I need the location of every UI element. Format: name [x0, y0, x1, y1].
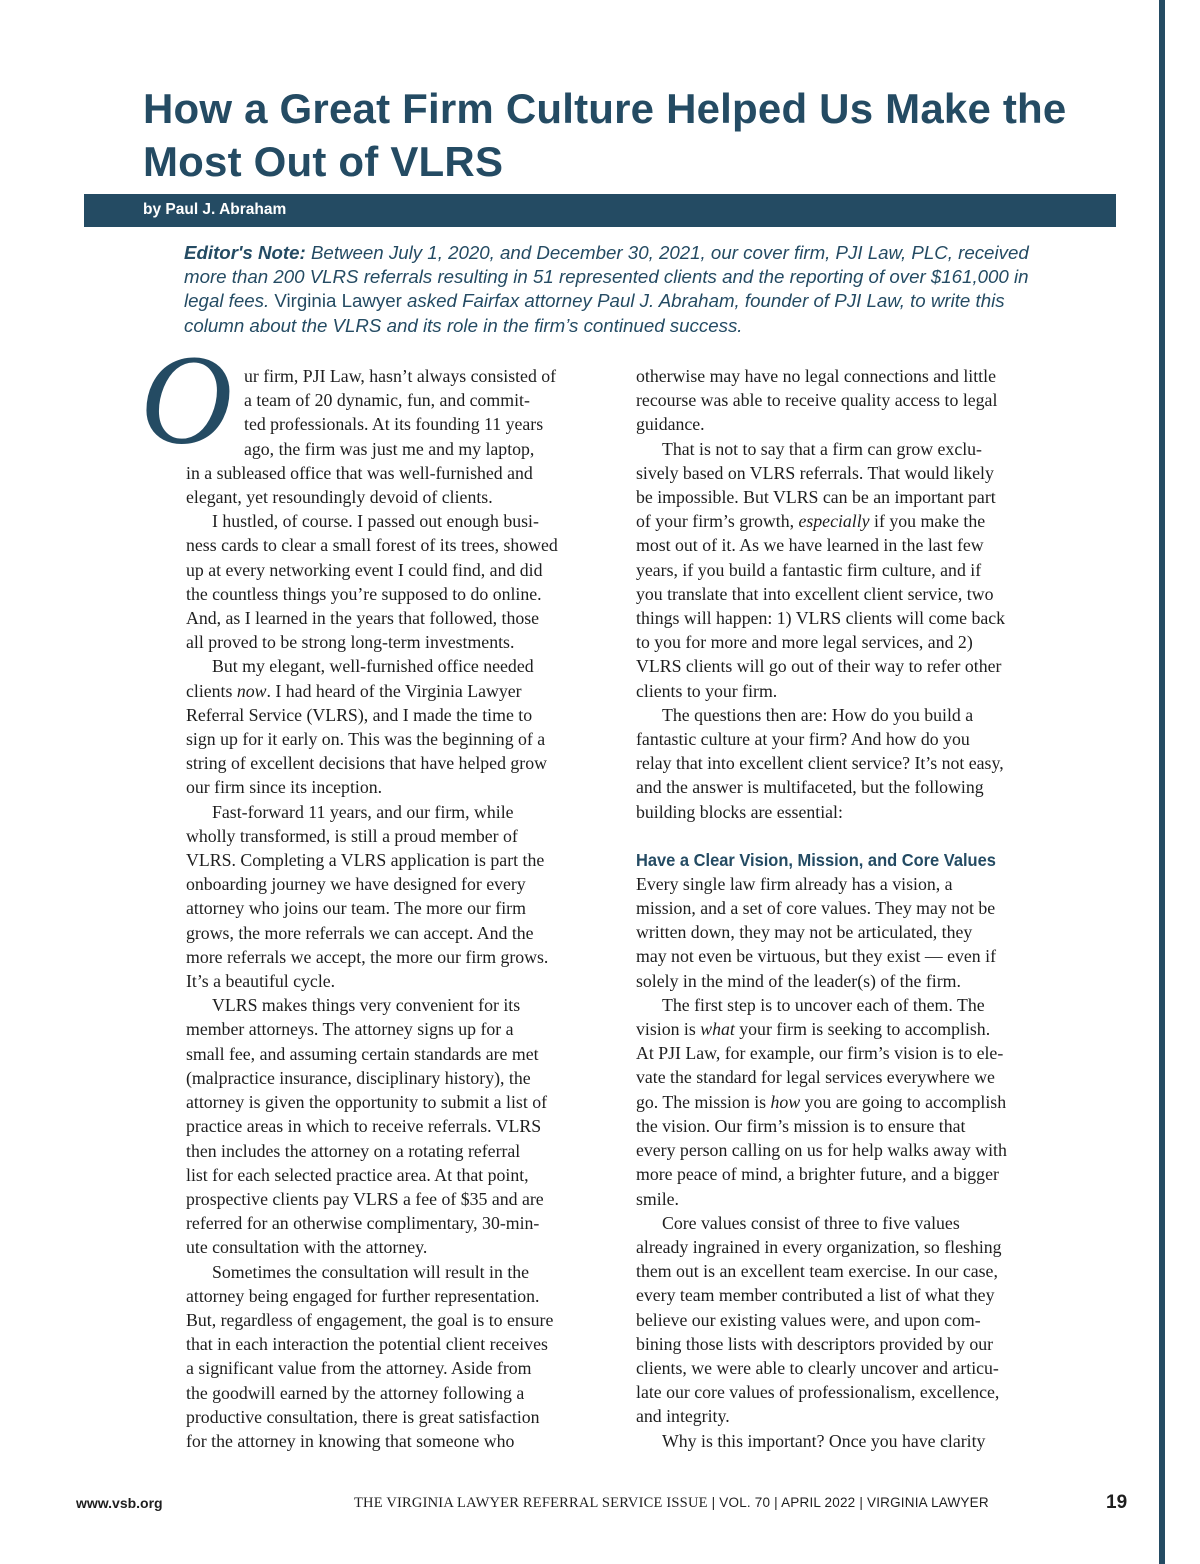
text-line: attorney is given the opportunity to submit a list of — [186, 1092, 548, 1113]
paragraph — [186, 1260, 601, 1284]
paragraph — [636, 993, 1051, 1017]
text-line: smile. — [636, 1188, 679, 1209]
footer-website: www.vsb.org — [76, 1495, 163, 1511]
text-fragment: if you make the — [869, 511, 986, 532]
text-fragment: clients — [186, 680, 237, 701]
text-line: things will happen: 1) VLRS clients will come back — [636, 608, 1006, 629]
text-line: small fee, and assuming certain standards are met — [186, 1043, 539, 1064]
text-line: productive consultation, there is great satisfaction — [186, 1406, 540, 1427]
text-fragment: go. The mission is — [636, 1091, 771, 1112]
text-line: list for each selected practice area. At that point, — [186, 1164, 529, 1185]
paragraph — [636, 1017, 1051, 1211]
paragraph — [636, 461, 1051, 703]
footer-volume: | VOL. 70 | APRIL 2022 | VIRGINIA LAWYER — [707, 1495, 989, 1510]
editors-note-publication: Virginia Lawyer — [274, 290, 402, 312]
text-line: up at every networking event I could find, and did — [186, 559, 543, 580]
text-line: ute consultation with the attorney. — [186, 1237, 428, 1258]
footer-issue-name: THE VIRGINIA LAWYER REFERRAL SERVICE ISSUE — [354, 1495, 708, 1511]
text-line: our firm since its inception. — [186, 777, 383, 798]
text-line: guidance. — [636, 414, 705, 435]
left-column — [186, 364, 601, 1453]
text-line: relay that into excellent client service? It’s not easy, — [636, 753, 1004, 774]
emphasis: especially — [798, 511, 870, 532]
text-line: believe our existing values were, and upon com- — [636, 1309, 981, 1330]
text-line: Fast-forward 11 years, and our firm, while — [212, 801, 514, 822]
text-line: fantastic culture at your firm? And how do you — [636, 729, 970, 750]
emphasis: how — [770, 1091, 801, 1112]
text-line: Why is this important? Once you have clarity — [662, 1430, 986, 1451]
text-line: wholly transformed, is still a proud member of — [186, 825, 518, 846]
text-line: be impossible. But VLRS can be an important part — [636, 487, 996, 508]
text-line: ago, the firm was just me and my laptop, — [244, 438, 535, 459]
text-line: ness cards to clear a small forest of its trees, showed — [186, 535, 558, 556]
text-fragment: you are going to accomplish — [800, 1091, 1007, 1112]
text-line: a team of 20 dynamic, fun, and commit- — [244, 390, 530, 411]
text-line: them out is an excellent team exercise. In our case, — [636, 1261, 998, 1282]
text-line: and the answer is multifaceted, but the following — [636, 777, 984, 798]
section-heading: Have a Clear Vision, Mission, and Core Values — [636, 849, 996, 870]
text-line: and integrity. — [636, 1406, 730, 1427]
text-line: vate the standard for legal services everywhere we — [636, 1067, 995, 1088]
text-line: years, if you build a fantastic firm culture, and if — [636, 559, 982, 580]
text-line: the goodwill earned by the attorney following a — [186, 1382, 525, 1403]
footer-issue — [354, 1495, 989, 1512]
text-line: But my elegant, well-furnished office needed — [212, 656, 534, 677]
right-column — [636, 364, 1051, 1453]
paragraph — [636, 1211, 1051, 1235]
paragraph — [636, 1429, 1051, 1453]
paragraph — [186, 509, 601, 533]
byline-bar — [84, 194, 1116, 227]
text-fragment: your firm is seeking to accomplish. — [734, 1019, 991, 1040]
text-fragment: of your firm’s growth, — [636, 511, 799, 532]
text-line: elegant, yet resoundingly devoid of clients. — [186, 487, 493, 508]
text-line: a significant value from the attorney. Aside from — [186, 1358, 532, 1379]
article-title: How a Great Firm Culture Helped Us Make the Most Out of VLRS — [143, 85, 1067, 185]
text-line: Every single law firm already has a vision, a — [636, 873, 953, 894]
paragraph — [186, 364, 601, 509]
text-line: more peace of mind, a brighter future, and a bigger — [636, 1164, 999, 1185]
paragraph — [186, 1284, 601, 1453]
text-line: building blocks are essential: — [636, 801, 843, 822]
text-line: clients, we were able to clearly uncover and articu- — [636, 1357, 999, 1378]
text-line: you translate that into excellent client service, two — [636, 583, 994, 604]
text-line: But, regardless of engagement, the goal is to ensure — [186, 1309, 554, 1330]
text-line: The questions then are: How do you build a — [662, 704, 974, 725]
paragraph — [186, 993, 601, 1017]
paragraph — [636, 703, 1051, 727]
text-line: (malpractice insurance, disciplinary history), the — [186, 1067, 531, 1088]
text-line: to you for more and more legal services, and 2) — [636, 632, 973, 653]
text-line: written down, they may not be articulated, they — [636, 922, 973, 943]
emphasis: now — [236, 680, 267, 701]
text-line: then includes the attorney on a rotating referral — [186, 1140, 521, 1161]
paragraph — [186, 679, 601, 800]
paragraph — [636, 872, 1051, 993]
text-line: ur firm, PJI Law, hasn’t always consisted of — [244, 366, 557, 386]
text-line: attorney being engaged for further representation. — [186, 1285, 540, 1306]
text-line: recourse was able to receive quality access to legal — [636, 390, 998, 411]
text-line: That is not to say that a firm can grow exclu- — [662, 438, 982, 459]
text-line: practice areas in which to receive referrals. VLRS — [186, 1116, 542, 1137]
text-line: may not even be virtuous, but they exist — even if — [636, 946, 996, 967]
text-line: more referrals we accept, the more our firm grows. — [186, 946, 549, 967]
text-line: every team member contributed a list of what they — [636, 1285, 995, 1306]
paragraph — [186, 800, 601, 824]
editors-note-text-1: Between July 1, 2020, and December 30, 2021, our cover firm, PJI Law, PLC, received more than 200 VLRS referrals resulting in 51 represented clients and the reporting of over $161,000 in legal fees. — [184, 242, 1029, 312]
text-line: onboarding journey we have designed for every — [186, 874, 526, 895]
text-line: prospective clients pay VLRS a fee of $35 and are — [186, 1188, 544, 1209]
editors-note — [184, 241, 1054, 338]
paragraph — [636, 727, 1051, 824]
text-line: the vision. Our firm’s mission is to ensure that — [636, 1115, 966, 1136]
text-line: Sometimes the consultation will result in the — [212, 1261, 530, 1282]
page-edge-rule — [1159, 0, 1165, 1564]
drop-cap: O — [140, 329, 233, 471]
text-line: Referral Service (VLRS), and I made the time to — [186, 704, 533, 725]
paragraph — [636, 437, 1051, 461]
text-line: VLRS clients will go out of their way to refer other — [636, 656, 1002, 677]
paragraph — [186, 533, 601, 654]
text-line: The first step is to uncover each of them. The — [662, 994, 985, 1015]
paragraph — [186, 654, 601, 678]
emphasis: what — [700, 1019, 735, 1040]
text-line: sign up for it early on. This was the beginning of a — [186, 729, 546, 750]
text-line: solely in the mind of the leader(s) of the firm. — [636, 970, 961, 991]
editors-note-lead: Editor's Note: — [184, 242, 306, 263]
text-line: attorney who joins our team. The more our firm — [186, 898, 526, 919]
paragraph — [636, 364, 1051, 437]
text-line: ted professionals. At its founding 11 years — [244, 414, 544, 435]
text-line — [636, 509, 1051, 533]
text-line: late our core values of professionalism, excellence, — [636, 1382, 1000, 1403]
paragraph — [186, 1017, 601, 1259]
text-line: that in each interaction the potential client receives — [186, 1334, 548, 1355]
text-line: in a subleased office that was well-furnished and — [186, 462, 533, 483]
text-line: for the attorney in knowing that someone who — [186, 1430, 515, 1451]
text-line — [636, 1090, 1051, 1114]
text-line: At PJI Law, for example, our firm’s vision is to ele- — [636, 1043, 1004, 1064]
text-line: the countless things you’re supposed to do online. — [186, 583, 542, 604]
text-line: It’s a beautiful cycle. — [186, 971, 336, 992]
text-line: most out of it. As we have learned in the last few — [636, 535, 984, 556]
text-line: sively based on VLRS referrals. That would likely — [636, 462, 994, 483]
text-line: already ingrained in every organization, so fleshing — [636, 1236, 1002, 1257]
text-line: I hustled, of course. I passed out enough busi- — [212, 511, 539, 532]
text-line: string of excellent decisions that have helped grow — [186, 753, 547, 774]
text-line: And, as I learned in the years that followed, those — [186, 608, 540, 629]
text-line: referred for an otherwise complimentary, 30-min- — [186, 1213, 540, 1234]
text-line: VLRS makes things very convenient for its — [212, 995, 521, 1016]
page-number: 19 — [1106, 1492, 1128, 1513]
editors-note-text-2: asked Fairfax attorney Paul J. Abraham, founder of PJI Law, to write this column about the VLRS and its role in the firm’s continued success. — [184, 290, 1005, 336]
paragraph — [186, 824, 601, 993]
text-line: clients to your firm. — [636, 680, 778, 701]
text-line: bining those lists with descriptors provided by our — [636, 1333, 994, 1354]
text-line: otherwise may have no legal connections and little — [636, 366, 996, 386]
paragraph — [636, 1235, 1051, 1429]
text-line: VLRS. Completing a VLRS application is part the — [186, 850, 545, 871]
text-fragment: vision is — [636, 1019, 701, 1040]
text-line: Core values consist of three to five values — [662, 1212, 960, 1233]
text-line: every person calling on us for help walks away with — [636, 1140, 1007, 1161]
text-fragment: . I had heard of the Virginia Lawyer — [266, 680, 522, 701]
text-line: mission, and a set of core values. They may not be — [636, 898, 996, 919]
text-line — [186, 679, 601, 703]
text-line: all proved to be strong long-term investments. — [186, 632, 515, 653]
text-line — [636, 1017, 1051, 1041]
text-line: grows, the more referrals we can accept. And the — [186, 922, 534, 943]
byline: by Paul J. Abraham — [143, 201, 287, 218]
text-line: member attorneys. The attorney signs up for a — [186, 1019, 514, 1040]
